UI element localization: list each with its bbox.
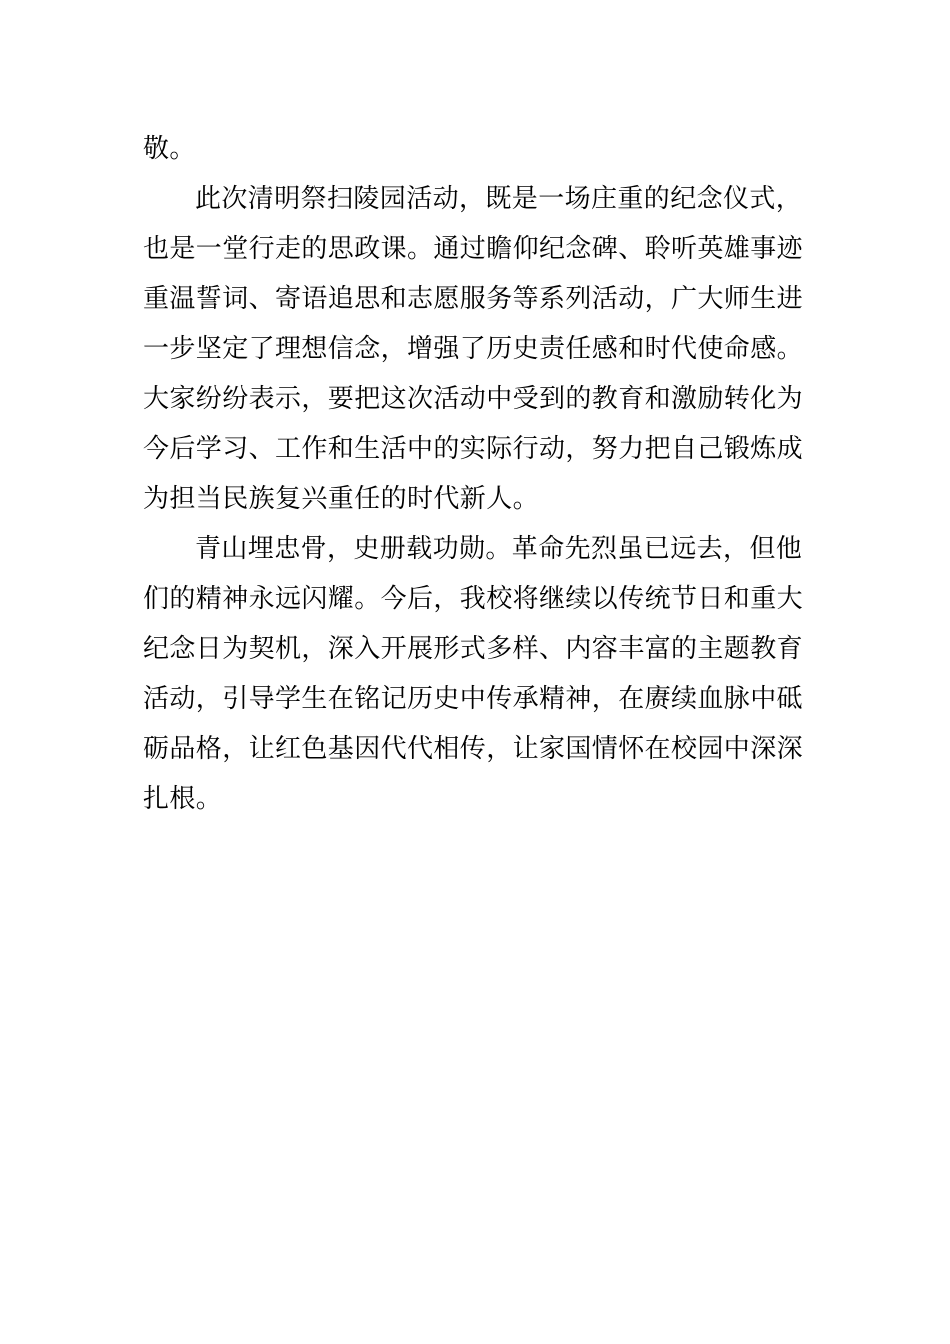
paragraph-2-line-7: 为担当民族复兴重任的时代新人。 bbox=[143, 484, 540, 514]
body-text bbox=[143, 124, 807, 874]
paragraph-1-line-1: 敬。 bbox=[143, 134, 196, 164]
paragraph-2-line-3: 重温誓词、寄语追思和志愿服务等系列活动，广大师生进 bbox=[143, 284, 804, 314]
paragraph-2-line-4: 一步坚定了理想信念，增强了历史责任感和时代使命感。 bbox=[143, 334, 804, 364]
paragraph-2-line-5: 大家纷纷表示，要把这次活动中受到的教育和激励转化为 bbox=[143, 384, 804, 414]
paragraph-3-line-3: 纪念日为契机，深入开展形式多样、内容丰富的主题教育 bbox=[143, 634, 804, 664]
paragraph-3-line-4: 活动，引导学生在铭记历史中传承精神，在赓续血脉中砥 bbox=[143, 684, 804, 714]
paragraph-3-line-1: 青山埋忠骨，史册载功勋。革命先烈虽已远去，但他 bbox=[195, 534, 803, 564]
paragraph-3-line-7 bbox=[143, 824, 807, 874]
paragraph-3-line-2: 们的精神永远闪耀。今后，我校将继续以传统节日和重大 bbox=[143, 584, 804, 614]
paragraph-2-line-1: 此次清明祭扫陵园活动，既是一场庄重的纪念仪式， bbox=[195, 184, 803, 214]
paragraph-3-line-6: 扎根。 bbox=[143, 784, 223, 814]
paragraph-2-line-6: 今后学习、工作和生活中的实际行动，努力把自己锻炼成 bbox=[143, 434, 804, 464]
paragraph-3-line-5: 砺品格，让红色基因代代相传，让家国情怀在校园中深深 bbox=[143, 734, 804, 764]
paragraph-2-line-2: 也是一堂行走的思政课。通过瞻仰纪念碑、聆听英雄事迹 bbox=[143, 234, 804, 264]
